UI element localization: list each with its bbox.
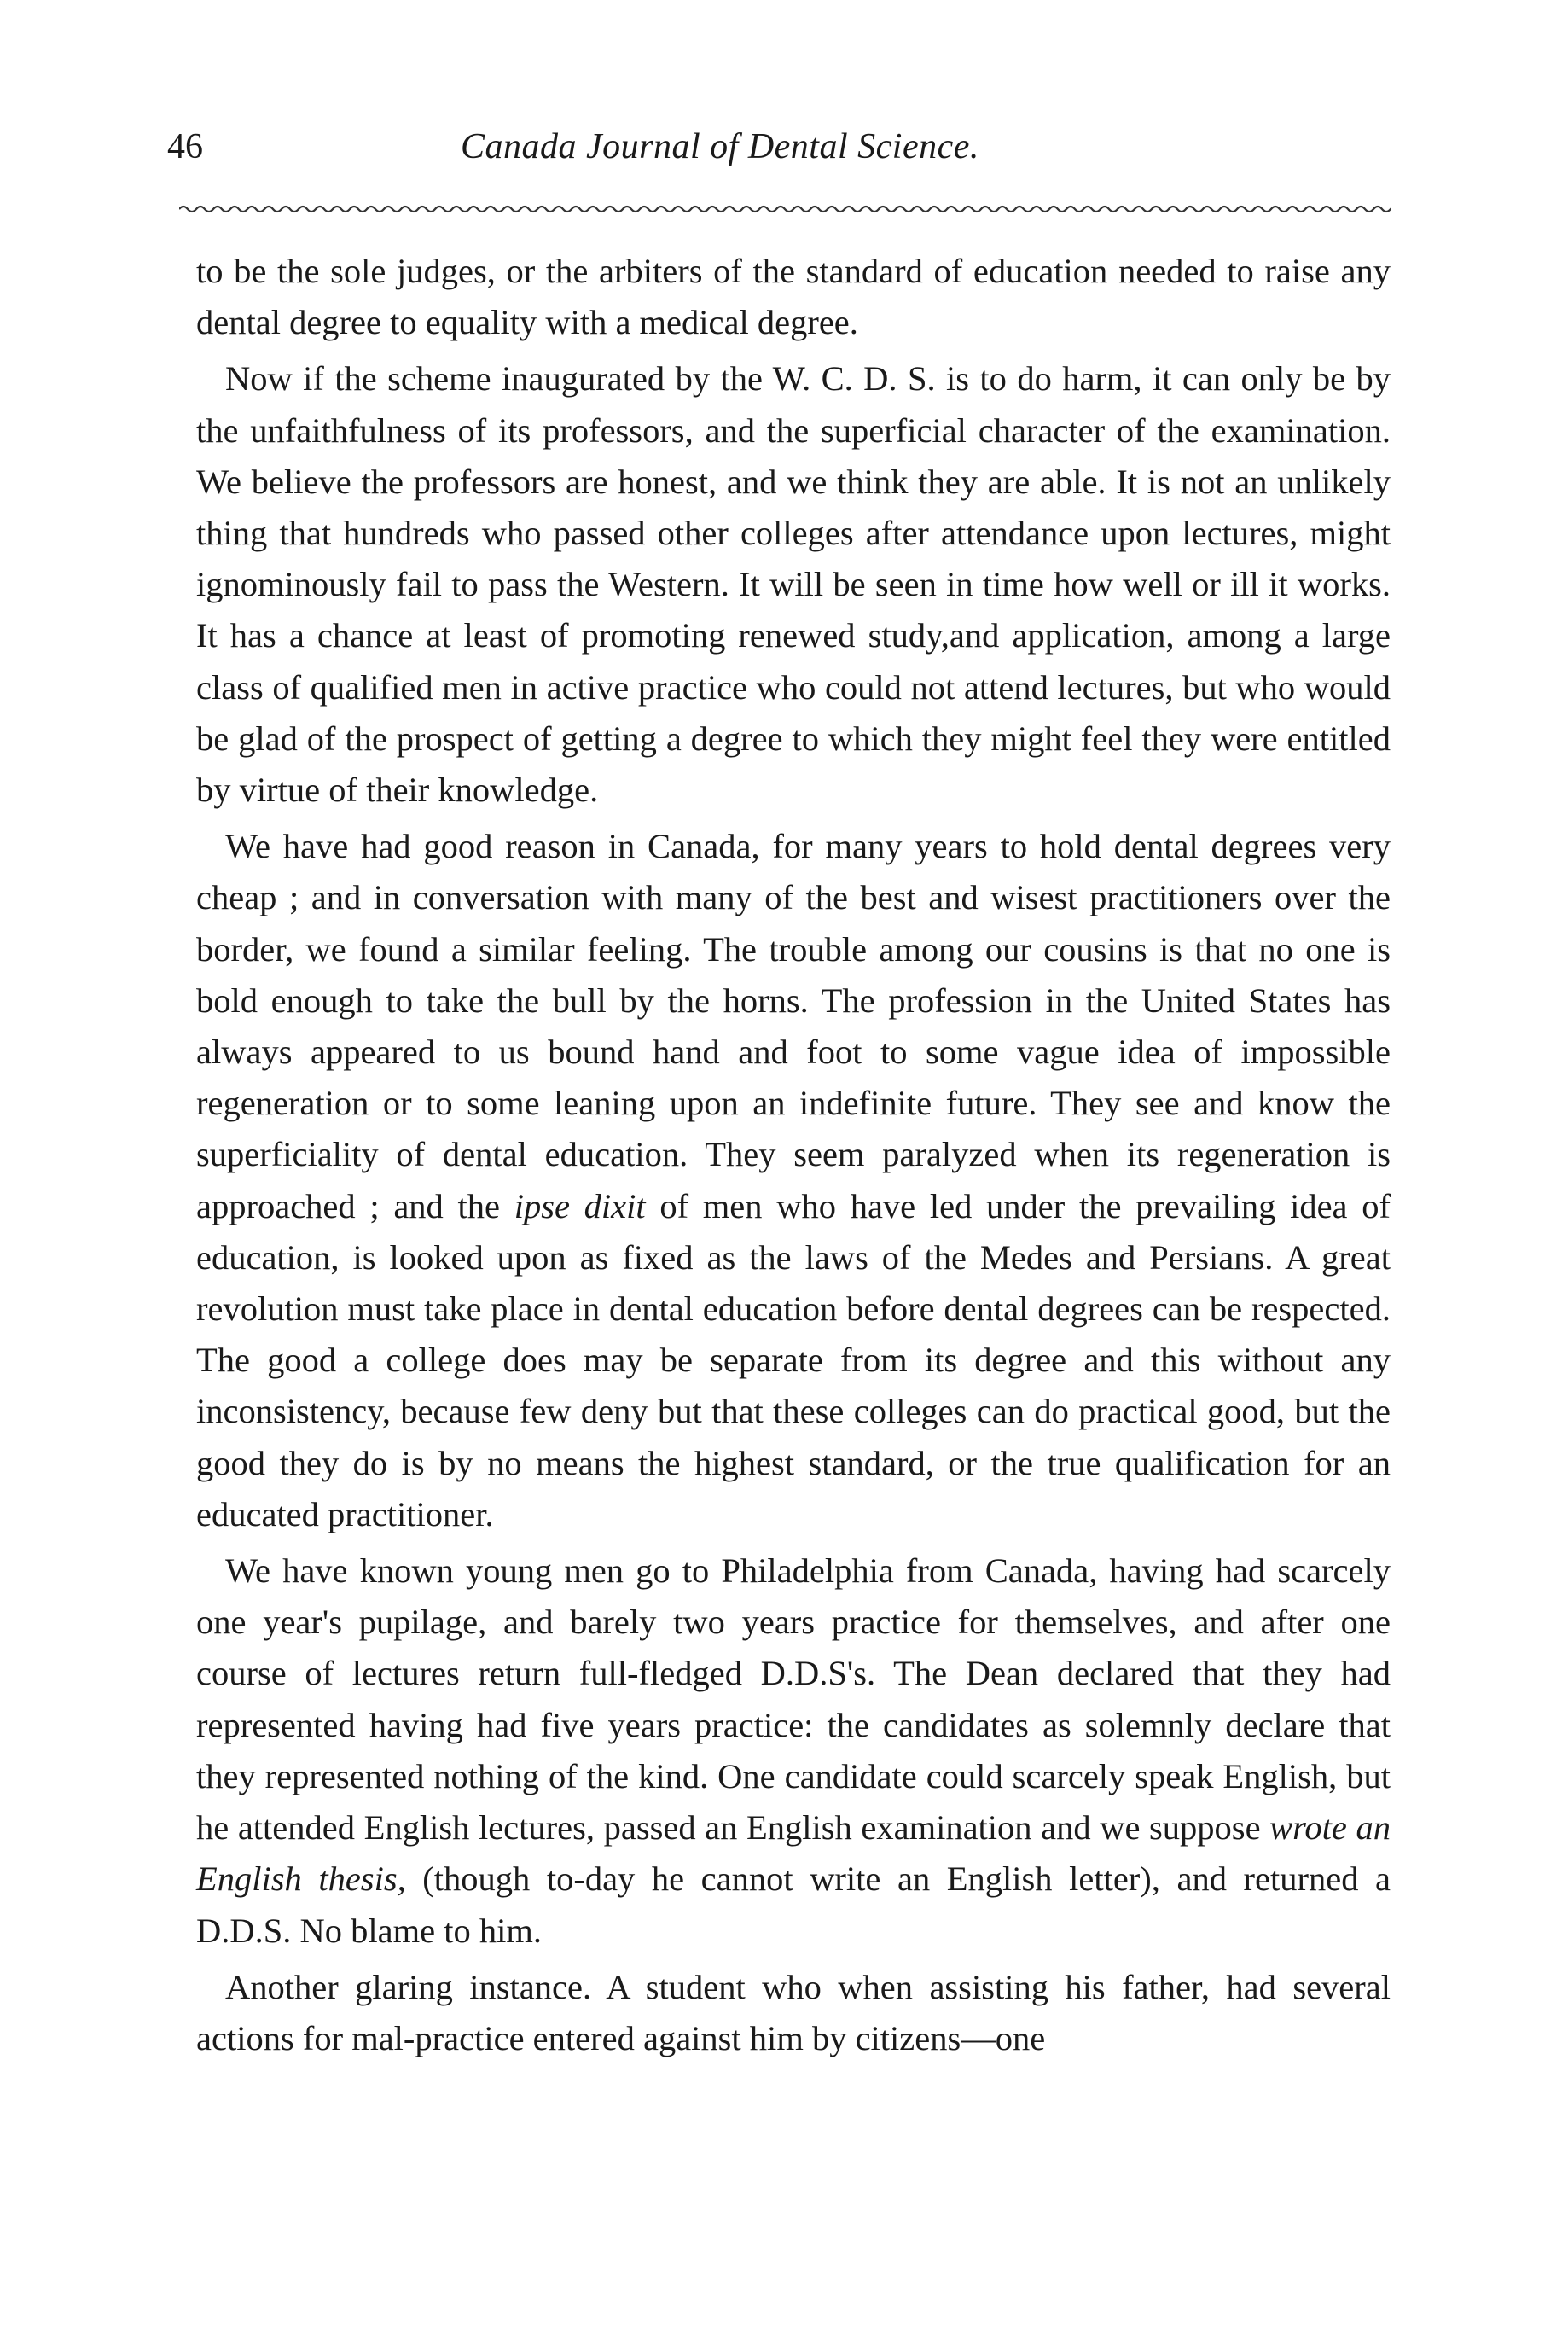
paragraph-5	[196, 1962, 1391, 2064]
running-head-journal-title: Canada Journal of Dental Science.	[461, 127, 979, 166]
paragraph-3-text-start: We have had good reason in Canada, for many years to hold dental degrees very cheap ; and in conversation with many of the best and wisest practitioners over the border, we found a similar feeling. The trouble among our cousins is that no one is bold enough to take the bull by the horns. The profession in the United States has always appeared to us bound hand and foot to some vague idea of impossible regeneration or to some leaning upon an indefinite future. They see and know the superficiality of dental education. They seem paralyzed when its regeneration is approached ; and the	[196, 827, 1391, 1225]
article-body	[196, 246, 1391, 2069]
decorative-wavy-rule	[179, 203, 1391, 215]
paragraph-3-text-end: of men who have led under the prevailing idea of education, is looked upon as fixed as the laws of the Medes and Persians. A great revolution must take place in dental education before dental degrees can be respected. The good a college does may be separate from its degree and this without any inconsistency, because few deny but that these colleges can do practical good, but the good they do is by no means the highest standard, or the true qualification for an educated practitioner.	[196, 1186, 1391, 1533]
paragraph-4-italic-english-thesis: wrote an English thesis,	[196, 1808, 1391, 1899]
paragraph-4	[196, 1545, 1391, 1957]
paragraph-3	[196, 821, 1391, 1540]
paragraph-1	[196, 246, 1391, 348]
paragraph-2-text: Now if the scheme inaugurated by the W. C. D. S. is to do harm, it can only be by the unfaithfulness of its professors, and the superficial character of the examination. We believe the professors are honest, and we think they are able. It is not an unlikely thing that hundreds who passed other colleges after attendance upon lectures, might ignominously fail to pass the Western. It will be seen in time how well or ill it works. It has a chance at least of promoting renewed study,and application, among a large class of qualified men in active practice who could not attend lectures, but who would be glad of the prospect of getting a degree to which they might feel they were entitled by virtue of their knowledge.	[196, 359, 1391, 810]
paragraph-5-text: Another glaring instance. A student who when assisting his father, had several actions for mal-practice entered against him by citizens—one	[196, 1967, 1391, 2057]
page-number: 46	[167, 127, 203, 166]
paragraph-1-text: to be the sole judges, or the arbiters of the standard of education needed to raise any dental degree to equality with a medical degree.	[196, 252, 1391, 342]
paragraph-3-italic-ipse-dixit: ipse dixit	[514, 1186, 646, 1225]
paragraph-2	[196, 353, 1391, 816]
paragraph-4-text-end: (though to-day he cannot write an English letter), and returned a D.D.S. No blame to him.	[196, 1859, 1391, 1950]
paragraph-4-text-start: We have known young men go to Philadelphia from Canada, having had scarcely one year's pupilage, and barely two years practice for themselves, and after one course of lectures return full-fledged D.D.S's. The Dean declared that they had represented having had five years practice: the candidates as solemnly declare that they represented nothing of the kind. One candidate could scarcely speak English, but he attended English lectures, passed an English examination and we suppose	[196, 1551, 1391, 1847]
